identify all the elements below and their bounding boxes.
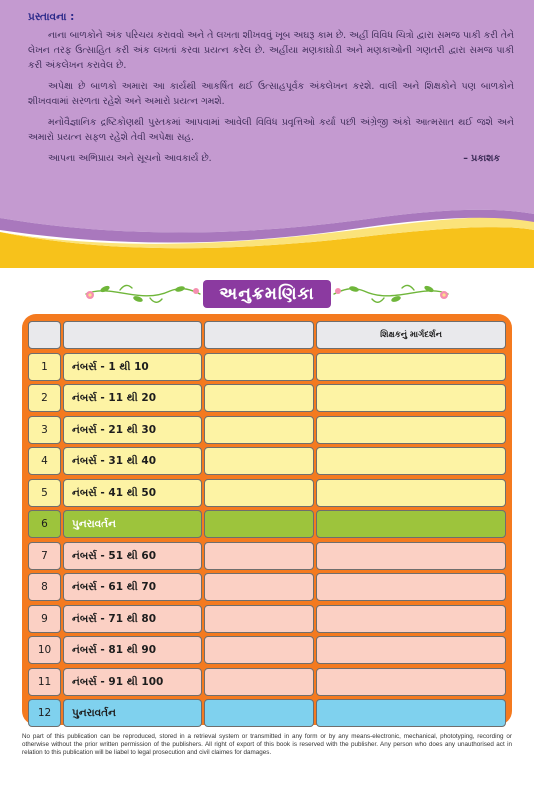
header-teacher-guide-cell: શિક્ષકનું માર્ગદર્શન	[316, 321, 506, 349]
table-row	[28, 510, 506, 538]
copyright-notice: No part of this publication can be reproduced, stored in a retrieval system or transmitted in any form or by any means-electronic, mechanical, phototyping, recording or otherwise without the prior written permission of the publishers. All right of export of this book is reserved with the publisher. Any person who does any unauthorised act in relation to this publication will be liabel to legal prosecution and civil claimes for damages.	[22, 733, 512, 756]
row-page-cell	[204, 699, 314, 727]
table-row	[28, 699, 506, 727]
row-number-cell: 3	[28, 416, 61, 444]
row-guide-cell	[316, 542, 506, 570]
preface-closing: આપના અભિપ્રાય અને સૂચનો આવકાર્ય છે.	[48, 153, 212, 164]
row-number-cell: 12	[28, 699, 61, 727]
row-topic-cell: નંબર્સ - 21 થી 30	[63, 416, 202, 444]
row-guide-cell	[316, 510, 506, 538]
contents-title-text: અનુક્રમણિકા	[219, 284, 315, 304]
row-guide-cell	[316, 605, 506, 633]
table-row	[28, 573, 506, 601]
preface-heading: પ્રસ્તાવના :	[28, 11, 75, 23]
table-row	[28, 668, 506, 696]
preface-paragraph: મનોવૈજ્ઞાનિક દ્રષ્ટિકોણથી પુસ્તકમાં આપવામાં આવેલી વિવિધ પ્રવૃત્તિઓ કર્યા પછી અંગ્રેજી અંકો આત્મસાત થઈ જશે અને અમારો પ્રયત્ન સફળ રહેશે તેવી અપેક્ષા સહ.	[28, 117, 514, 143]
publisher-signature: – પ્રકાશક	[463, 153, 500, 164]
preface-paragraph: અપેક્ષા છે બાળકો અમારા આ કાર્યથી આકર્ષિત થઈ ઉત્સાહપૂર્વક અંકલેખન કરશે. વાલી અને શિક્ષકોને પણ બાળકોને શીખવવામાં સરળતા રહેશે અને અમારો પ્રયત્ન ગમશે.	[28, 81, 514, 107]
row-topic-cell: નંબર્સ - 11 થી 20	[63, 384, 202, 412]
row-number-cell: 7	[28, 542, 61, 570]
table-row	[28, 416, 506, 444]
table-row	[28, 384, 506, 412]
row-topic-cell: પુનરાવર્તન	[63, 510, 202, 538]
table-header-row	[28, 321, 506, 349]
row-number-cell: 4	[28, 447, 61, 475]
row-page-cell	[204, 668, 314, 696]
row-page-cell	[204, 416, 314, 444]
row-topic-cell: પુનરાવર્તન	[63, 699, 202, 727]
preface-paragraph: નાના બાળકોને અંક પરિચય કરાવવો અને તે લખતા શીખવવું ખૂબ અઘરૂ કામ છે. અહીં વિવિધ ચિત્રો દ્વારા સમજ પાકી કરી તેને લેખન તરફ ઉત્સાહિત કરી અંક લખતાં કરવા પ્રયત્ન કરેલ છે. અહીંયા મણકાઘોડી અને મણકાઓની ગણતરી દ્વારા સમજ પાકી કરી અંકલેખન કરાવેલ છે.	[28, 30, 514, 71]
row-page-cell	[204, 636, 314, 664]
table-row	[28, 542, 506, 570]
row-page-cell	[204, 447, 314, 475]
row-number-cell: 6	[28, 510, 61, 538]
table-row	[28, 447, 506, 475]
row-page-cell	[204, 479, 314, 507]
table-row	[28, 353, 506, 381]
row-guide-cell	[316, 668, 506, 696]
row-number-cell: 2	[28, 384, 61, 412]
table-row	[28, 479, 506, 507]
row-guide-cell	[316, 699, 506, 727]
row-page-cell	[204, 542, 314, 570]
preface-text	[28, 10, 514, 172]
preface-closing-line	[28, 151, 514, 166]
row-number-cell: 8	[28, 573, 61, 601]
row-page-cell	[204, 510, 314, 538]
row-topic-cell: નંબર્સ - 31 થી 40	[63, 447, 202, 475]
row-topic-cell: નંબર્સ - 71 થી 80	[63, 605, 202, 633]
row-guide-cell	[316, 636, 506, 664]
row-number-cell: 10	[28, 636, 61, 664]
row-guide-cell	[316, 353, 506, 381]
row-topic-cell: નંબર્સ - 91 થી 100	[63, 668, 202, 696]
row-guide-cell	[316, 384, 506, 412]
row-topic-cell: નંબર્સ - 41 થી 50	[63, 479, 202, 507]
row-page-cell	[204, 605, 314, 633]
row-guide-cell	[316, 416, 506, 444]
row-topic-cell: નંબર્સ - 51 થી 60	[63, 542, 202, 570]
row-page-cell	[204, 353, 314, 381]
row-topic-cell: નંબર્સ - 61 થી 70	[63, 573, 202, 601]
preface-banner	[0, 0, 534, 270]
contents-title	[0, 277, 534, 311]
row-topic-cell: નંબર્સ - 81 થી 90	[63, 636, 202, 664]
row-topic-cell: નંબર્સ - 1 થી 10	[63, 353, 202, 381]
row-guide-cell	[316, 447, 506, 475]
row-number-cell: 11	[28, 668, 61, 696]
table-row	[28, 636, 506, 664]
row-number-cell: 5	[28, 479, 61, 507]
row-page-cell	[204, 384, 314, 412]
header-number-cell	[28, 321, 61, 349]
row-number-cell: 1	[28, 353, 61, 381]
row-guide-cell	[316, 573, 506, 601]
header-page-cell	[204, 321, 314, 349]
row-page-cell	[204, 573, 314, 601]
row-guide-cell	[316, 479, 506, 507]
table-row	[28, 605, 506, 633]
row-number-cell: 9	[28, 605, 61, 633]
contents-table	[22, 314, 512, 725]
header-topic-cell	[63, 321, 202, 349]
